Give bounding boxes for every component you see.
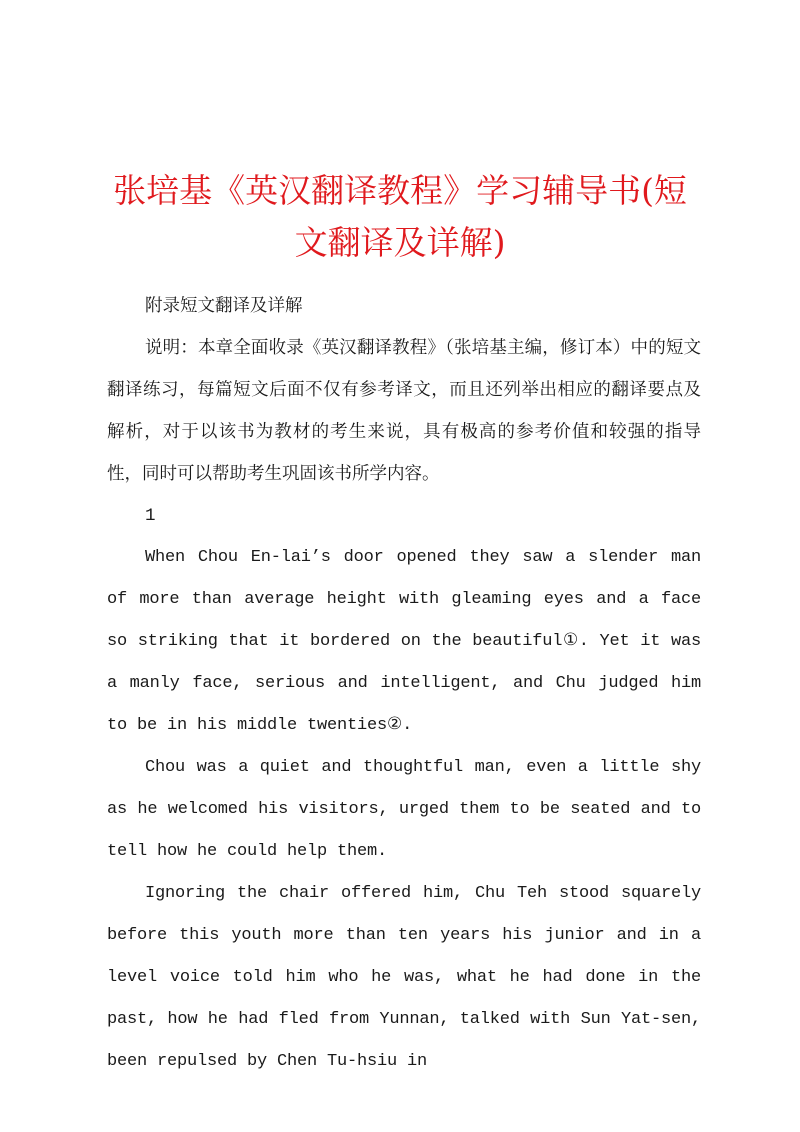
appendix-heading: 附录短文翻译及详解	[145, 296, 303, 316]
passage-paragraph-2: Chou was a quiet and thoughtful man, even a little shy as he welcomed his visitors, urged them to be seated and to tell how he could help them.	[107, 758, 701, 861]
document-body	[107, 285, 701, 1083]
section-number: 1	[145, 506, 156, 526]
explanatory-note: 说明：本章全面收录《英汉翻译教程》（张培基主编，修订本）中的短文翻译练习，每篇短文后面不仅有参考译文，而且还列举出相应的翻译要点及解析，对于以该书为教材的考生来说，具有极高的参考价值和较强的指导性，同时可以帮助考生巩固该书所学内容。	[107, 338, 701, 484]
passage-paragraph-1: When Chou En-lai’s door opened they saw a slender man of more than average height with gleaming eyes and a face so striking that it bordered on the beautiful①. Yet it was a manly face, serious and intelligent, and Chu judged him to be in his middle twenties②.	[107, 548, 701, 735]
passage-paragraph-3: Ignoring the chair offered him, Chu Teh stood squarely before this youth more than ten years his junior and in a level voice told him who he was, what he had done in the past, how he had fled from Yunnan, talked with Sun Yat-sen, been repulsed by Chen Tu-hsiu in	[107, 884, 701, 1071]
document-title: 张培基《英汉翻译教程》学习辅导书(短文翻译及详解)	[113, 171, 687, 262]
